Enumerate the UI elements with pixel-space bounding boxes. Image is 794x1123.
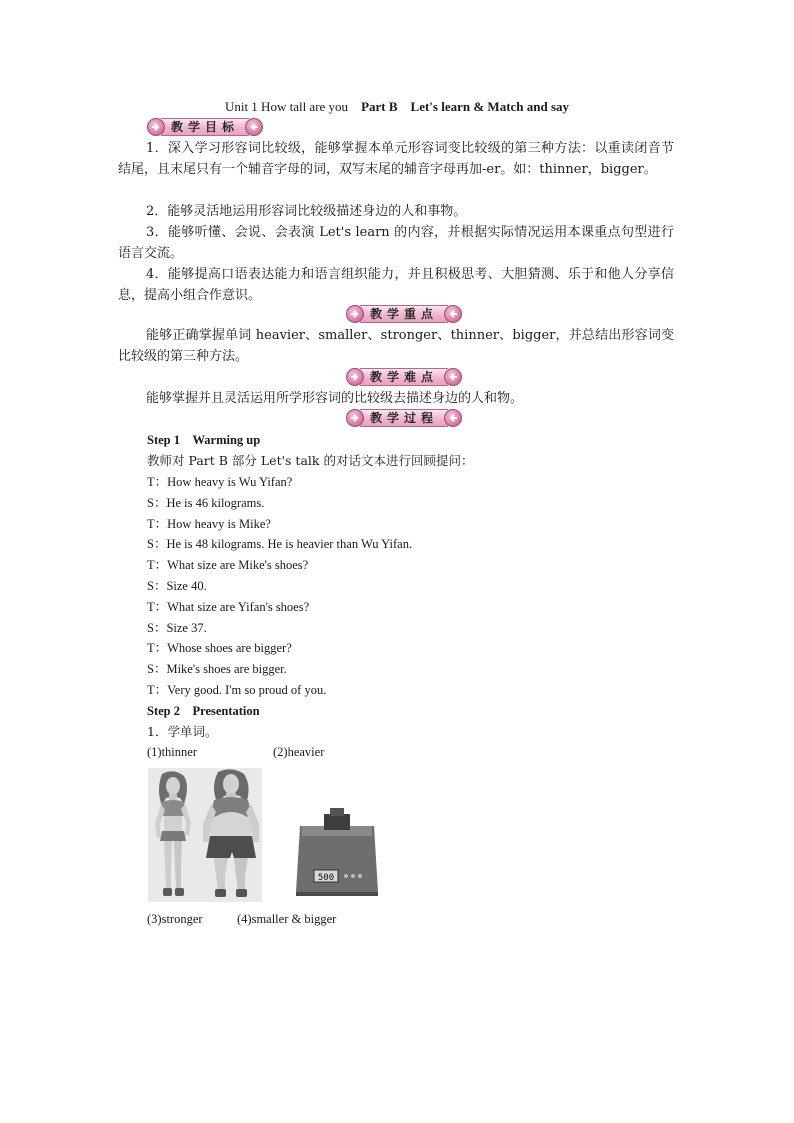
thin-and-heavy-women-image xyxy=(148,768,262,902)
key-point-text: 能够正确掌握单词 heavier、smaller、stronger、thinner、bigger，并总结出形容词变比较级的第三种方法。 xyxy=(118,328,674,364)
dialog-line: T：What size are Yifan's shoes? xyxy=(147,600,310,614)
arrow-right-icon xyxy=(346,305,364,323)
step1-heading: Step 1 Warming up xyxy=(147,433,261,447)
step2-heading: Step 2 Presentation xyxy=(147,704,260,718)
dialog-line: S：Size 40. xyxy=(147,579,207,593)
arrow-right-icon xyxy=(346,368,364,386)
banner-key-points: 教学重点 xyxy=(346,305,462,323)
arrow-left-icon xyxy=(444,409,462,427)
dialog-line: S：He is 48 kilograms. He is heavier than Wu Yifan. xyxy=(147,537,413,551)
step1-intro: 教师对 Part B 部分 Let's talk 的对话文本进行回顾提问： xyxy=(147,453,474,468)
word-stronger: (3)stronger xyxy=(147,912,203,926)
arrow-right-icon xyxy=(147,118,165,136)
dialog-line: S：He is 46 kilograms. xyxy=(147,496,265,510)
dialog-line: T：How heavy is Mike? xyxy=(147,517,271,531)
word-heavier: (2)heavier xyxy=(273,745,325,759)
dialog-line: S：Size 37. xyxy=(147,621,207,635)
banner-teaching-process: 教学过程 xyxy=(346,409,462,427)
dialog-line: T：How heavy is Wu Yifan? xyxy=(147,475,293,489)
goal-4: 4．能够提高口语表达能力和语言组织能力，并且积极思考、大胆猜测、乐于和他人分享信息，提高小组合作意识。 xyxy=(118,267,674,303)
scale-display: 500 xyxy=(317,873,335,883)
arrow-left-icon xyxy=(245,118,263,136)
arrow-right-icon xyxy=(346,409,364,427)
goal-3: 3．能够听懂、会说、会表演 Let's learn 的内容，并根据实际情况运用本课重点句型进行语言交流。 xyxy=(118,225,674,261)
arrow-left-icon xyxy=(444,368,462,386)
banner-difficult-points: 教学难点 xyxy=(346,368,462,386)
difficult-point-text: 能够掌握并且灵活运用所学形容词的比较级去描述身边的人和物。 xyxy=(146,391,524,406)
word-thinner: (1)thinner xyxy=(147,745,197,759)
word-smaller-bigger: (4)smaller & bigger xyxy=(237,912,337,926)
goal-2: 2．能够灵活地运用形容词比较级描述身边的人和事物。 xyxy=(146,204,467,219)
step2-sub: 1．学单词。 xyxy=(147,724,218,739)
dialog-line: T：Whose shoes are bigger? xyxy=(147,641,292,655)
banner-teaching-goals: 教学目标 xyxy=(147,118,263,136)
dialog-line: T：Very good. I'm so proud of you. xyxy=(147,683,327,697)
page-title: Unit 1 How tall are you Part B Let's learn & Match and say xyxy=(224,99,570,114)
goal-1: 1．深入学习形容词比较级，能够掌握本单元形容词变比较级的第三种方法：以重读闭音节结尾，且末尾只有一个辅音字母的词，双写末尾的辅音字母再加-er。如：thinner，bigger。 xyxy=(118,141,674,177)
arrow-left-icon xyxy=(444,305,462,323)
dialog-line: T：What size are Mike's shoes? xyxy=(147,558,309,572)
dialog-line: S：Mike's shoes are bigger. xyxy=(147,662,287,676)
digital-scale-image xyxy=(296,806,378,896)
